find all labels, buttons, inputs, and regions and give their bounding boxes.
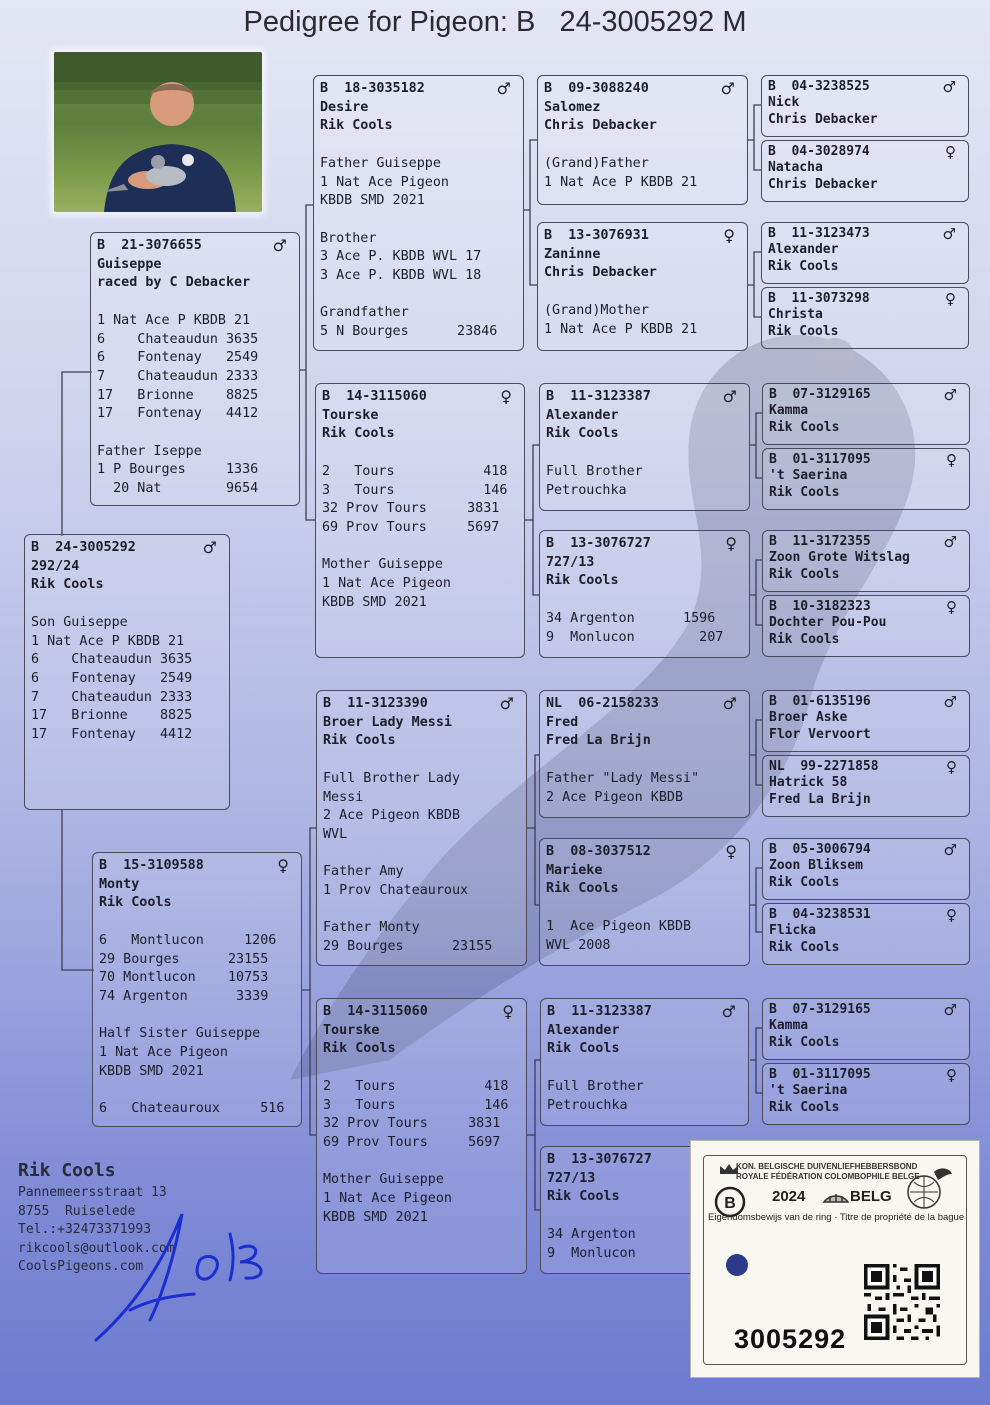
note: Father Iseppe — [97, 443, 202, 459]
pigeon-name: Fred — [546, 714, 579, 730]
pedigree-box-subject[interactable] — [24, 534, 230, 810]
note: 74 Argenton 3339 — [99, 988, 269, 1004]
pedigree-box-dsd[interactable] — [539, 838, 750, 966]
note: 1 Nat Ace P KBDB 21 — [544, 174, 698, 190]
ring-number: B 01-3117095 — [769, 452, 871, 467]
note — [97, 293, 293, 312]
pigeon-owner: Rik Cools — [769, 1034, 840, 1050]
breeder-website: CoolsPigeons.com — [18, 1259, 144, 1274]
pigeon-owner: Rik Cools — [99, 895, 172, 911]
female-symbol: ♀ — [725, 534, 737, 553]
male-symbol: ♂ — [942, 225, 956, 243]
pigeon-owner: Rik Cools — [769, 566, 840, 582]
note: 6 Chateaudun 3635 — [31, 652, 193, 668]
pedigree-box-dds[interactable] — [540, 998, 749, 1126]
note — [544, 283, 741, 302]
pedigree-box-sds[interactable] — [539, 383, 750, 511]
note — [31, 595, 223, 614]
pedigree-box-gg-2[interactable] — [761, 140, 969, 202]
note — [323, 901, 520, 920]
breeder-name: Rik Cools — [18, 1160, 116, 1181]
page-title: Pedigree for Pigeon: B 24-3005292 M — [243, 6, 747, 38]
female-symbol: ♀ — [277, 856, 289, 875]
male-symbol: ♂ — [942, 78, 956, 96]
pigeon-name: Desire — [320, 99, 369, 115]
note: Full Brother — [547, 1078, 644, 1094]
note — [547, 1059, 742, 1078]
note: 17 Fontenay 4412 — [31, 727, 193, 743]
pigeon-name: 727/13 — [547, 1170, 596, 1186]
pedigree-box-sire[interactable] — [90, 232, 300, 506]
male-symbol: ♂ — [943, 841, 957, 859]
note: 29 Bourges 23155 — [323, 939, 493, 955]
ring-number: B 04-3238525 — [768, 79, 870, 94]
note: 20 Nat 9654 — [97, 481, 259, 497]
note — [97, 424, 293, 443]
note — [323, 751, 520, 770]
pigeon-owner: Rik Cools — [769, 939, 840, 955]
female-symbol: ♀ — [725, 842, 737, 861]
pigeon-owner: Chris Debacker — [768, 111, 878, 127]
pigeon-name: Christa — [768, 307, 823, 323]
note: Brother — [320, 230, 377, 246]
note: Mother Guiseppe — [322, 557, 443, 573]
note: 6 Chateaudun 3635 — [97, 331, 259, 347]
ring-number: B 24-3005292 — [31, 540, 136, 555]
note — [320, 286, 517, 305]
male-symbol: ♂ — [720, 79, 735, 98]
pigeon-owner: Rik Cools — [769, 419, 840, 435]
pedigree-box-gg-10[interactable] — [762, 755, 970, 817]
ownership-subtitle: Eigendomsbewijs van de ring · Titre de propriété de la bague — [708, 1212, 965, 1223]
note — [546, 444, 743, 463]
pigeon-name: Kamma — [769, 1018, 809, 1034]
pigeon-name: Alexander — [768, 242, 839, 258]
organisation-name-fr: ROYALE FÉDÉRATION COLOMBOPHILE BELGE — [736, 1172, 920, 1181]
qr-code — [864, 1264, 940, 1340]
ring-number: B 07-3129165 — [769, 387, 871, 402]
ring-certificate — [690, 1140, 980, 1378]
note: 34 Argenton — [547, 1226, 636, 1242]
ring-number: B 04-3238531 — [769, 907, 871, 922]
pigeon-owner: Rik Cools — [547, 1041, 620, 1057]
note: 1 Ace Pigeon KBDB — [546, 918, 692, 934]
pigeon-owner: Rik Cools — [546, 881, 619, 897]
note: 17 Brionne 8825 — [31, 708, 193, 724]
pedigree-box-dam-dam[interactable] — [316, 998, 527, 1274]
pigeon-name: Alexander — [547, 1022, 620, 1038]
ring-number: B 11-3123387 — [546, 389, 651, 404]
note: 34 Argenton 1596 — [546, 610, 716, 626]
pigeon-owner: Rik Cools — [769, 484, 840, 500]
pigeon-owner: Rik Cools — [546, 573, 619, 589]
breeder-photo — [54, 52, 262, 212]
pedigree-box-gg-12[interactable] — [762, 903, 970, 965]
pigeon-owner: Rik Cools — [546, 426, 619, 442]
pigeon-name: Dochter Pou-Pou — [769, 615, 887, 631]
note: 1 Nat Ace Pigeon — [323, 1191, 452, 1206]
note: Half Sister Guiseppe — [99, 1026, 261, 1042]
note: 1 Nat Ace Pigeon — [99, 1045, 228, 1060]
ring-certificate-frame — [703, 1155, 967, 1365]
ring-number: B 13-3076727 — [546, 536, 651, 551]
note: 1 Nat Ace P KBDB 21 — [31, 633, 185, 649]
breeder-street: Pannemeersstraat 13 — [18, 1185, 167, 1200]
note: Full Brother Lady — [323, 770, 461, 786]
ring-number: B 11-3123387 — [547, 1004, 652, 1019]
pigeon-name: Alexander — [546, 407, 619, 423]
pigeon-owner: Rik Cools — [769, 631, 840, 647]
male-symbol: ♂ — [202, 538, 217, 557]
note: 3 Ace P. KBDB WVL 17 — [320, 249, 482, 265]
ring-number: B 08-3037512 — [546, 844, 651, 859]
note: WVL 2008 — [546, 937, 611, 953]
note: 9 Monlucon — [547, 1245, 636, 1261]
pigeon-name: Tourske — [322, 407, 379, 423]
note: 17 Brionne 8825 — [97, 387, 259, 403]
pigeon-name: Broer Aske — [769, 710, 848, 726]
pedigree-box-dam-sire[interactable] — [316, 690, 527, 966]
pigeon-owner: Rik Cools — [31, 577, 104, 593]
pigeon-owner: Rik Cools — [769, 1099, 840, 1115]
note: WVL — [323, 826, 348, 842]
female-symbol: ♀ — [500, 387, 512, 406]
note: Father Monty — [323, 920, 420, 936]
pigeon-name: Nick — [768, 95, 800, 111]
ring-number: B 11-3172355 — [769, 534, 871, 549]
pigeon-name: Salomez — [544, 99, 601, 115]
punch-hole — [726, 1254, 748, 1276]
female-symbol: ♀ — [502, 1002, 514, 1021]
pedigree-box-gg-11[interactable] — [762, 838, 970, 900]
note — [546, 591, 743, 610]
pigeon-name: 727/13 — [546, 554, 595, 570]
ring-number: B 11-3123390 — [323, 696, 428, 711]
pedigree-box-gg-8[interactable] — [762, 595, 970, 657]
ring-number: NL 99-2271858 — [769, 759, 879, 774]
note: Father Guiseppe — [320, 155, 441, 171]
note: 7 Chateaudun 2333 — [31, 689, 193, 705]
ring-year: 2024 — [772, 1188, 806, 1205]
pedigree-box-sdd[interactable] — [539, 530, 750, 658]
ring-number: B 21-3076655 — [97, 238, 202, 253]
pigeon-name: Broer Lady Messi — [323, 714, 452, 730]
female-symbol: ♀ — [946, 451, 957, 469]
note: Petrouchka — [546, 482, 627, 498]
pigeon-name: 't Saerina — [769, 1083, 848, 1099]
female-symbol: ♀ — [946, 906, 957, 924]
note: 32 Prov Tours 3831 — [322, 501, 500, 517]
note: Father "Lady Messi" — [546, 770, 700, 786]
pigeon-name: 292/24 — [31, 558, 80, 574]
note: 32 Prov Tours 3831 — [323, 1116, 501, 1132]
ring-number: B 11-3123473 — [768, 226, 870, 241]
ring-number: B 01-6135196 — [769, 694, 871, 709]
note: 1 Nat Ace Pigeon — [320, 174, 449, 190]
female-symbol: ♀ — [945, 143, 956, 161]
note — [323, 1059, 520, 1078]
male-symbol: ♂ — [943, 1001, 957, 1019]
pigeon-name: Monty — [99, 876, 140, 892]
pigeon-owner: Rik Cools — [322, 426, 395, 442]
note: KBDB SMD 2021 — [99, 1063, 204, 1079]
note: Petrouchka — [547, 1097, 628, 1113]
note: 6 Fontenay 2549 — [97, 350, 259, 366]
ring-number: B 18-3035182 — [320, 81, 425, 96]
pedigree-box-gg-7[interactable] — [762, 530, 970, 592]
pigeon-name: Zoon Bliksem — [769, 858, 863, 874]
pigeon-owner: Chris Debacker — [544, 265, 657, 281]
note — [320, 211, 517, 230]
male-symbol: ♂ — [943, 693, 957, 711]
female-symbol: ♀ — [946, 598, 957, 616]
ring-number: B 11-3073298 — [768, 291, 870, 306]
note: 3 Ace P. KBDB WVL 18 — [320, 268, 482, 283]
female-symbol: ♀ — [946, 758, 957, 776]
note: 69 Prov Tours 5697 — [323, 1134, 501, 1150]
male-symbol: ♂ — [943, 533, 957, 551]
note: 2 Ace Pigeon KBDB — [546, 789, 684, 805]
note: KBDB SMD 2021 — [323, 1209, 428, 1225]
pigeon-owner: Chris Debacker — [768, 176, 878, 192]
pigeon-owner: Fred La Brijn — [546, 733, 651, 749]
ring-number: B 05-3006794 — [769, 842, 871, 857]
note: 3 Tours 146 — [322, 482, 508, 498]
pigeon-owner: Rik Cools — [323, 733, 396, 749]
note: Mother Guiseppe — [323, 1172, 444, 1188]
ring-number: B 13-3076727 — [547, 1152, 652, 1167]
emblem-icon — [822, 1190, 850, 1206]
note: Full Brother — [546, 463, 643, 479]
note — [544, 136, 741, 155]
male-symbol: ♂ — [499, 694, 514, 713]
breeder-phone: Tel.:+32473371993 — [18, 1222, 152, 1237]
note: 1 Nat Ace P KBDB 21 — [97, 312, 251, 328]
note — [322, 444, 518, 463]
ring-number: B 14-3115060 — [322, 389, 427, 404]
note — [323, 845, 520, 864]
male-symbol: ♂ — [722, 387, 737, 406]
note: Father Amy — [323, 864, 404, 880]
ring-number: B 14-3115060 — [323, 1004, 428, 1019]
female-symbol: ♀ — [945, 290, 956, 308]
pigeon-owner: Rik Cools — [320, 118, 393, 134]
note: 6 Fontenay 2549 — [31, 670, 193, 686]
pedigree-box-gg-3[interactable] — [761, 222, 969, 284]
pedigree-box-gg-5[interactable] — [762, 383, 970, 445]
note — [99, 1007, 295, 1026]
note — [99, 1081, 295, 1100]
pigeon-owner: Chris Debacker — [544, 118, 657, 134]
female-symbol: ♀ — [723, 226, 735, 245]
note: Son Guiseppe — [31, 614, 128, 630]
pigeon-name: Zaninne — [544, 246, 601, 262]
note: 5 N Bourges 23846 — [320, 324, 498, 340]
ring-number: B 13-3076931 — [544, 228, 649, 243]
pedigree-box-gg-9[interactable] — [762, 690, 970, 752]
note — [322, 538, 518, 557]
male-symbol: ♂ — [496, 79, 511, 98]
pigeon-owner: Rik Cools — [547, 1189, 620, 1205]
note: 2 Tours 418 — [322, 463, 508, 479]
note: 3 Tours 146 — [323, 1097, 509, 1113]
pigeon-globe-icon — [900, 1162, 956, 1210]
note: 1 Prov Chateauroux — [323, 883, 469, 898]
pigeon-owner: Flor Vervoort — [769, 726, 871, 742]
pigeon-name: Guiseppe — [97, 256, 162, 272]
pedigree-box-sire-dam[interactable] — [315, 383, 525, 658]
note: 6 Montlucon 1206 — [99, 932, 277, 948]
pigeon-name: Zoon Grote Witslag — [769, 550, 910, 566]
ring-country: BELG — [850, 1188, 892, 1205]
pedigree-box-gg-4[interactable] — [761, 287, 969, 349]
ring-number: B 01-3117095 — [769, 1067, 871, 1082]
note: 2 Ace Pigeon KBDB — [323, 808, 461, 824]
ring-number: B 07-3129165 — [769, 1002, 871, 1017]
organisation-name-nl: KON. BELGISCHE DUIVENLIEFHEBBERSBOND — [736, 1162, 918, 1171]
pedigree-box-sss[interactable] — [537, 75, 748, 205]
note: 7 Chateaudun 2333 — [97, 368, 259, 384]
pigeon-name: 't Saerina — [769, 468, 848, 484]
pedigree-box-sire-sire[interactable] — [313, 75, 524, 351]
note — [546, 899, 743, 918]
pigeon-name: Hatrick 58 — [769, 775, 848, 791]
ring-number-large: 3005292 — [734, 1324, 847, 1354]
breeder-email: rikcools@outlook.com — [18, 1240, 175, 1256]
pedigree-box-gg-13[interactable] — [762, 998, 970, 1060]
note — [546, 751, 743, 770]
pedigree-box-gg-14[interactable] — [762, 1063, 970, 1125]
pedigree-box-dam[interactable] — [92, 852, 302, 1127]
note: Grandfather — [320, 305, 409, 321]
pigeon-name: Kamma — [769, 403, 809, 419]
note: 6 Chateauroux 516 — [99, 1101, 285, 1117]
note: 29 Bourges 23155 — [99, 951, 269, 967]
pedigree-box-dss[interactable] — [539, 690, 750, 818]
ring-number: B 04-3028974 — [768, 144, 870, 159]
pigeon-owner: raced by C Debacker — [97, 275, 251, 291]
svg-text:B: B — [724, 1195, 736, 1212]
pedigree-box-gg-6[interactable] — [762, 448, 970, 510]
ring-number: NL 06-2158233 — [546, 696, 659, 711]
breeder-city: 8755 Ruiselede — [18, 1203, 136, 1219]
note: 69 Prov Tours 5697 — [322, 519, 500, 535]
note: 70 Montlucon 10753 — [99, 970, 269, 986]
male-symbol: ♂ — [722, 694, 737, 713]
pigeon-name: Tourske — [323, 1022, 380, 1038]
note: KBDB SMD 2021 — [322, 594, 427, 610]
ring-number: B 15-3109588 — [99, 858, 204, 873]
note: 2 Tours 418 — [323, 1078, 509, 1094]
note: 1 Nat Ace Pigeon — [322, 576, 451, 591]
note: 17 Fontenay 4412 — [97, 406, 259, 422]
pigeon-owner: Fred La Brijn — [769, 791, 871, 807]
note — [320, 136, 517, 155]
ring-number: B 09-3088240 — [544, 81, 649, 96]
note: KBDB SMD 2021 — [320, 193, 425, 209]
pigeon-owner: Rik Cools — [768, 258, 839, 274]
female-symbol: ♀ — [946, 1066, 957, 1084]
signature — [90, 1200, 280, 1350]
note — [323, 1153, 520, 1172]
note: 1 Nat Ace P KBDB 21 — [544, 321, 698, 337]
note — [99, 913, 295, 932]
note: 9 Monlucon 207 — [546, 629, 724, 645]
pigeon-name: Marieke — [546, 862, 603, 878]
male-symbol: ♂ — [721, 1002, 736, 1021]
note: (Grand)Mother — [544, 302, 649, 318]
note: 1 P Bourges 1336 — [97, 462, 259, 478]
pedigree-box-gg-1[interactable] — [761, 75, 969, 137]
pigeon-name: Natacha — [768, 160, 823, 176]
male-symbol: ♂ — [943, 386, 957, 404]
ring-number: B 10-3182323 — [769, 599, 871, 614]
pedigree-box-ssd[interactable] — [537, 222, 748, 351]
pigeon-owner: Rik Cools — [769, 874, 840, 890]
pigeon-name: Flicka — [769, 923, 816, 939]
pigeon-owner: Rik Cools — [323, 1041, 396, 1057]
pigeon-owner: Rik Cools — [768, 323, 839, 339]
male-symbol: ♂ — [272, 236, 287, 255]
note: Messi — [323, 789, 364, 805]
note: (Grand)Father — [544, 155, 649, 171]
